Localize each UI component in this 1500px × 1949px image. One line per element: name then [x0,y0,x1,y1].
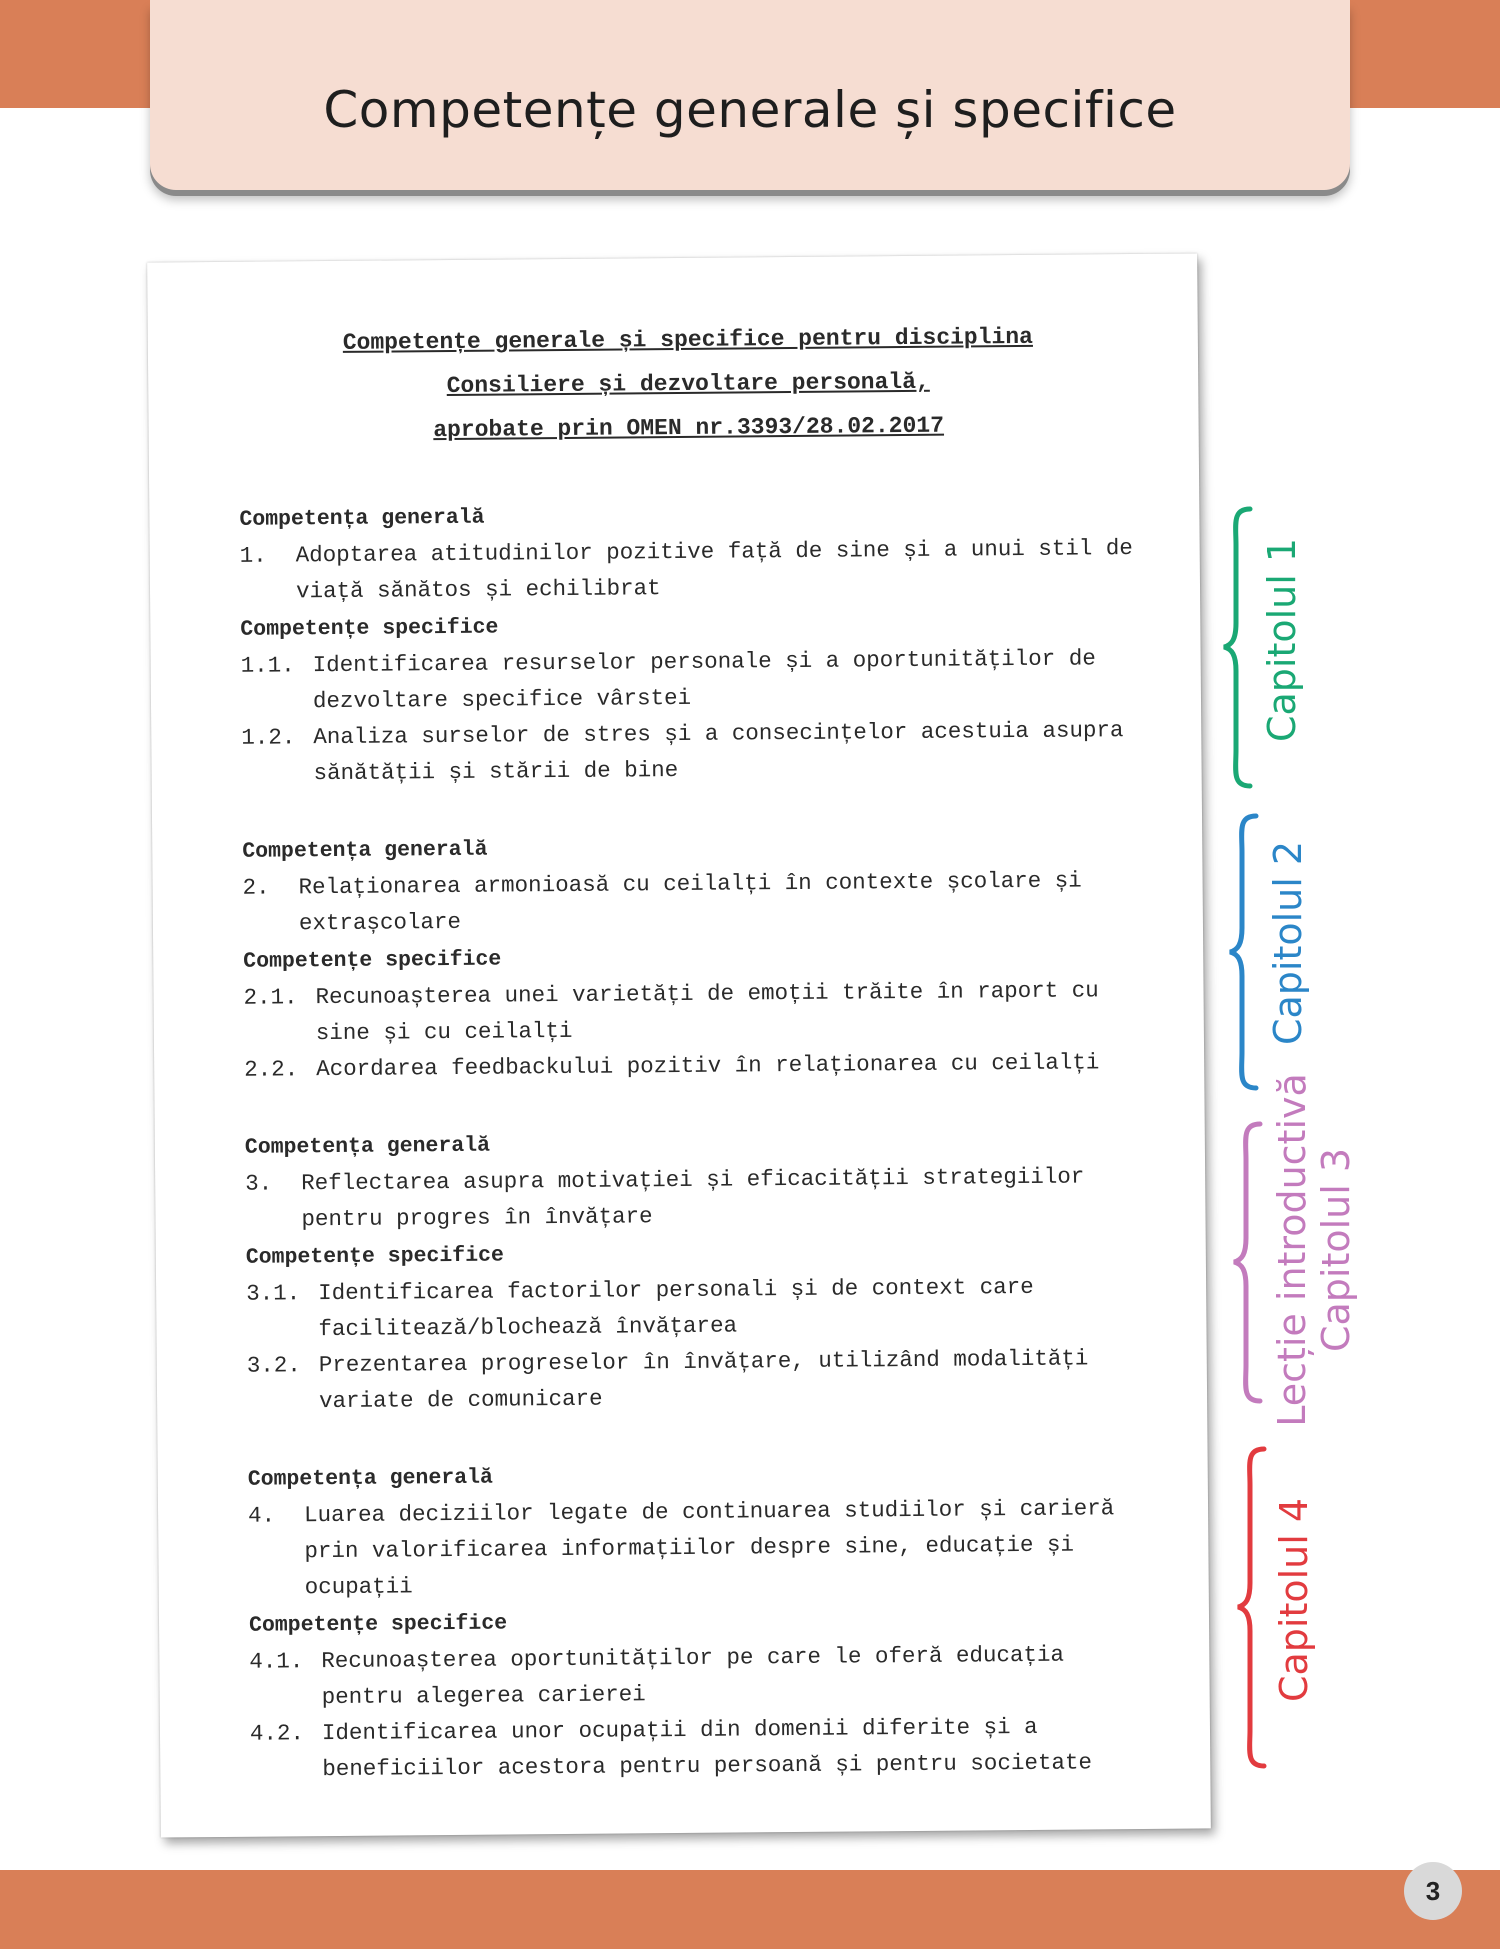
specific-competence-item [243,972,1144,1052]
item-text: Acordarea feedbackului pozitiv în relaționarea cu ceilalți [316,1049,1100,1083]
item-text: Adoptarea atitudinilor pozitive față de sine și a unui stil de viață sănătos și echilibrat [295,535,1133,605]
item-text: Recunoașterea unei varietăți de emoții trăite în raport cu sine și cu ceilalți [315,977,1099,1047]
general-competence-item [245,1158,1146,1238]
general-competence-heading: Competența generală [239,505,485,532]
general-competence-heading: Competența generală [242,837,488,864]
competence-block-4 [248,1454,1151,1788]
page-title: Competențe generale și specifice [323,81,1177,139]
specific-competence-heading: Competențe specifice [248,1611,508,1638]
page-number: 3 [1404,1862,1462,1920]
item-text: Reflectarea asupra motivației și eficacității strategiilor pentru progres în învățare [301,1163,1085,1233]
specific-competence-heading: Competențe specifice [243,947,502,974]
item-number: 4. [247,1502,276,1529]
chapter-3-label [1270,1073,1358,1427]
specific-competence-heading: Competențe specifice [245,1243,504,1270]
item-text: Analiza surselor de stres și a consecințelor acestuia asupra sănătății și stării de bine [313,717,1124,787]
item-text: Prezentarea progreselor în învățare, utilizând modalități variate de comunicare [318,1345,1089,1415]
specific-competence-item [250,1708,1151,1788]
bottom-band [0,1870,1500,1949]
item-number: 3.2. [246,1352,301,1379]
item-text: Luarea deciziilor legate de continuarea studiilor și carieră prin valorificarea informațiilor despre sine, educație și ocupații [303,1495,1115,1601]
specific-competence-item [241,712,1142,792]
document-heading-line-2: Consiliere și dezvoltare personală, [446,368,930,400]
specific-competence-item [249,1636,1150,1716]
item-number: 1. [239,542,267,569]
chapter-4-bracket-icon [1236,1445,1276,1770]
item-number: 3. [245,1170,273,1197]
item-number: 1.1. [240,652,295,679]
document-heading-line-1: Competențe generale și specifice pentru disciplina [342,323,1034,356]
specific-competence-item [241,640,1142,720]
item-text: Identificarea factorilor personali și de context care facilitează/blochează învățarea [318,1273,1034,1343]
item-number: 4.2. [249,1720,305,1747]
document-body [238,314,1151,1830]
chapter-2-bracket-icon [1228,812,1268,1092]
item-text: Relaționarea armonioasă cu ceilalți în contexte școlare și extrașcolare [298,867,1082,937]
competence-block-2 [242,826,1144,1088]
item-number: 4.1. [249,1648,304,1675]
general-competence-heading: Competența generală [247,1465,494,1492]
competence-block-3 [245,1122,1147,1420]
item-number: 2. [242,874,270,901]
item-number: 2.2. [244,1056,299,1083]
general-competence-heading: Competența generală [244,1133,491,1160]
chapter-1-bracket-icon [1222,505,1262,790]
chapter-3-title: Capitolul 3 [1314,1147,1358,1353]
item-text: Recunoașterea oportunităților pe care le oferă educația pentru alegerea carierei [321,1641,1065,1711]
item-number: 1.2. [241,724,296,751]
item-number: 2.1. [243,984,298,1011]
chapter-2-label: Capitolul 2 [1266,840,1310,1046]
item-number: 3.1. [246,1280,301,1307]
document-heading-line-3: aprobate prin OMEN nr.3393/28.02.2017 [433,412,945,444]
item-text: Identificarea unor ocupații din domenii diferite și a beneficiilor acestora pentru persoană și pentru societate [321,1713,1093,1783]
specific-competence-item [246,1268,1147,1348]
chapter-1-label: Capitolul 1 [1260,537,1304,743]
document-sheet [147,253,1211,1837]
specific-competence-item [244,1044,1144,1088]
document-heading [238,314,1139,454]
general-competence-item [242,862,1143,942]
competence-block-1 [239,494,1141,792]
general-competence-item [248,1490,1149,1606]
chapter-4-label: Capitolul 4 [1272,1497,1316,1703]
general-competence-item [240,530,1141,610]
chapter-3-bracket-icon [1232,1120,1272,1405]
intro-lesson-label: Lecție introductivă [1270,1073,1314,1427]
specific-competence-item [247,1340,1148,1420]
specific-competence-heading: Competențe specifice [240,615,499,642]
item-text: Identificarea resurselor personale și a oportunităților de dezvoltare specifice vârstei [312,645,1096,715]
title-card [150,0,1350,190]
